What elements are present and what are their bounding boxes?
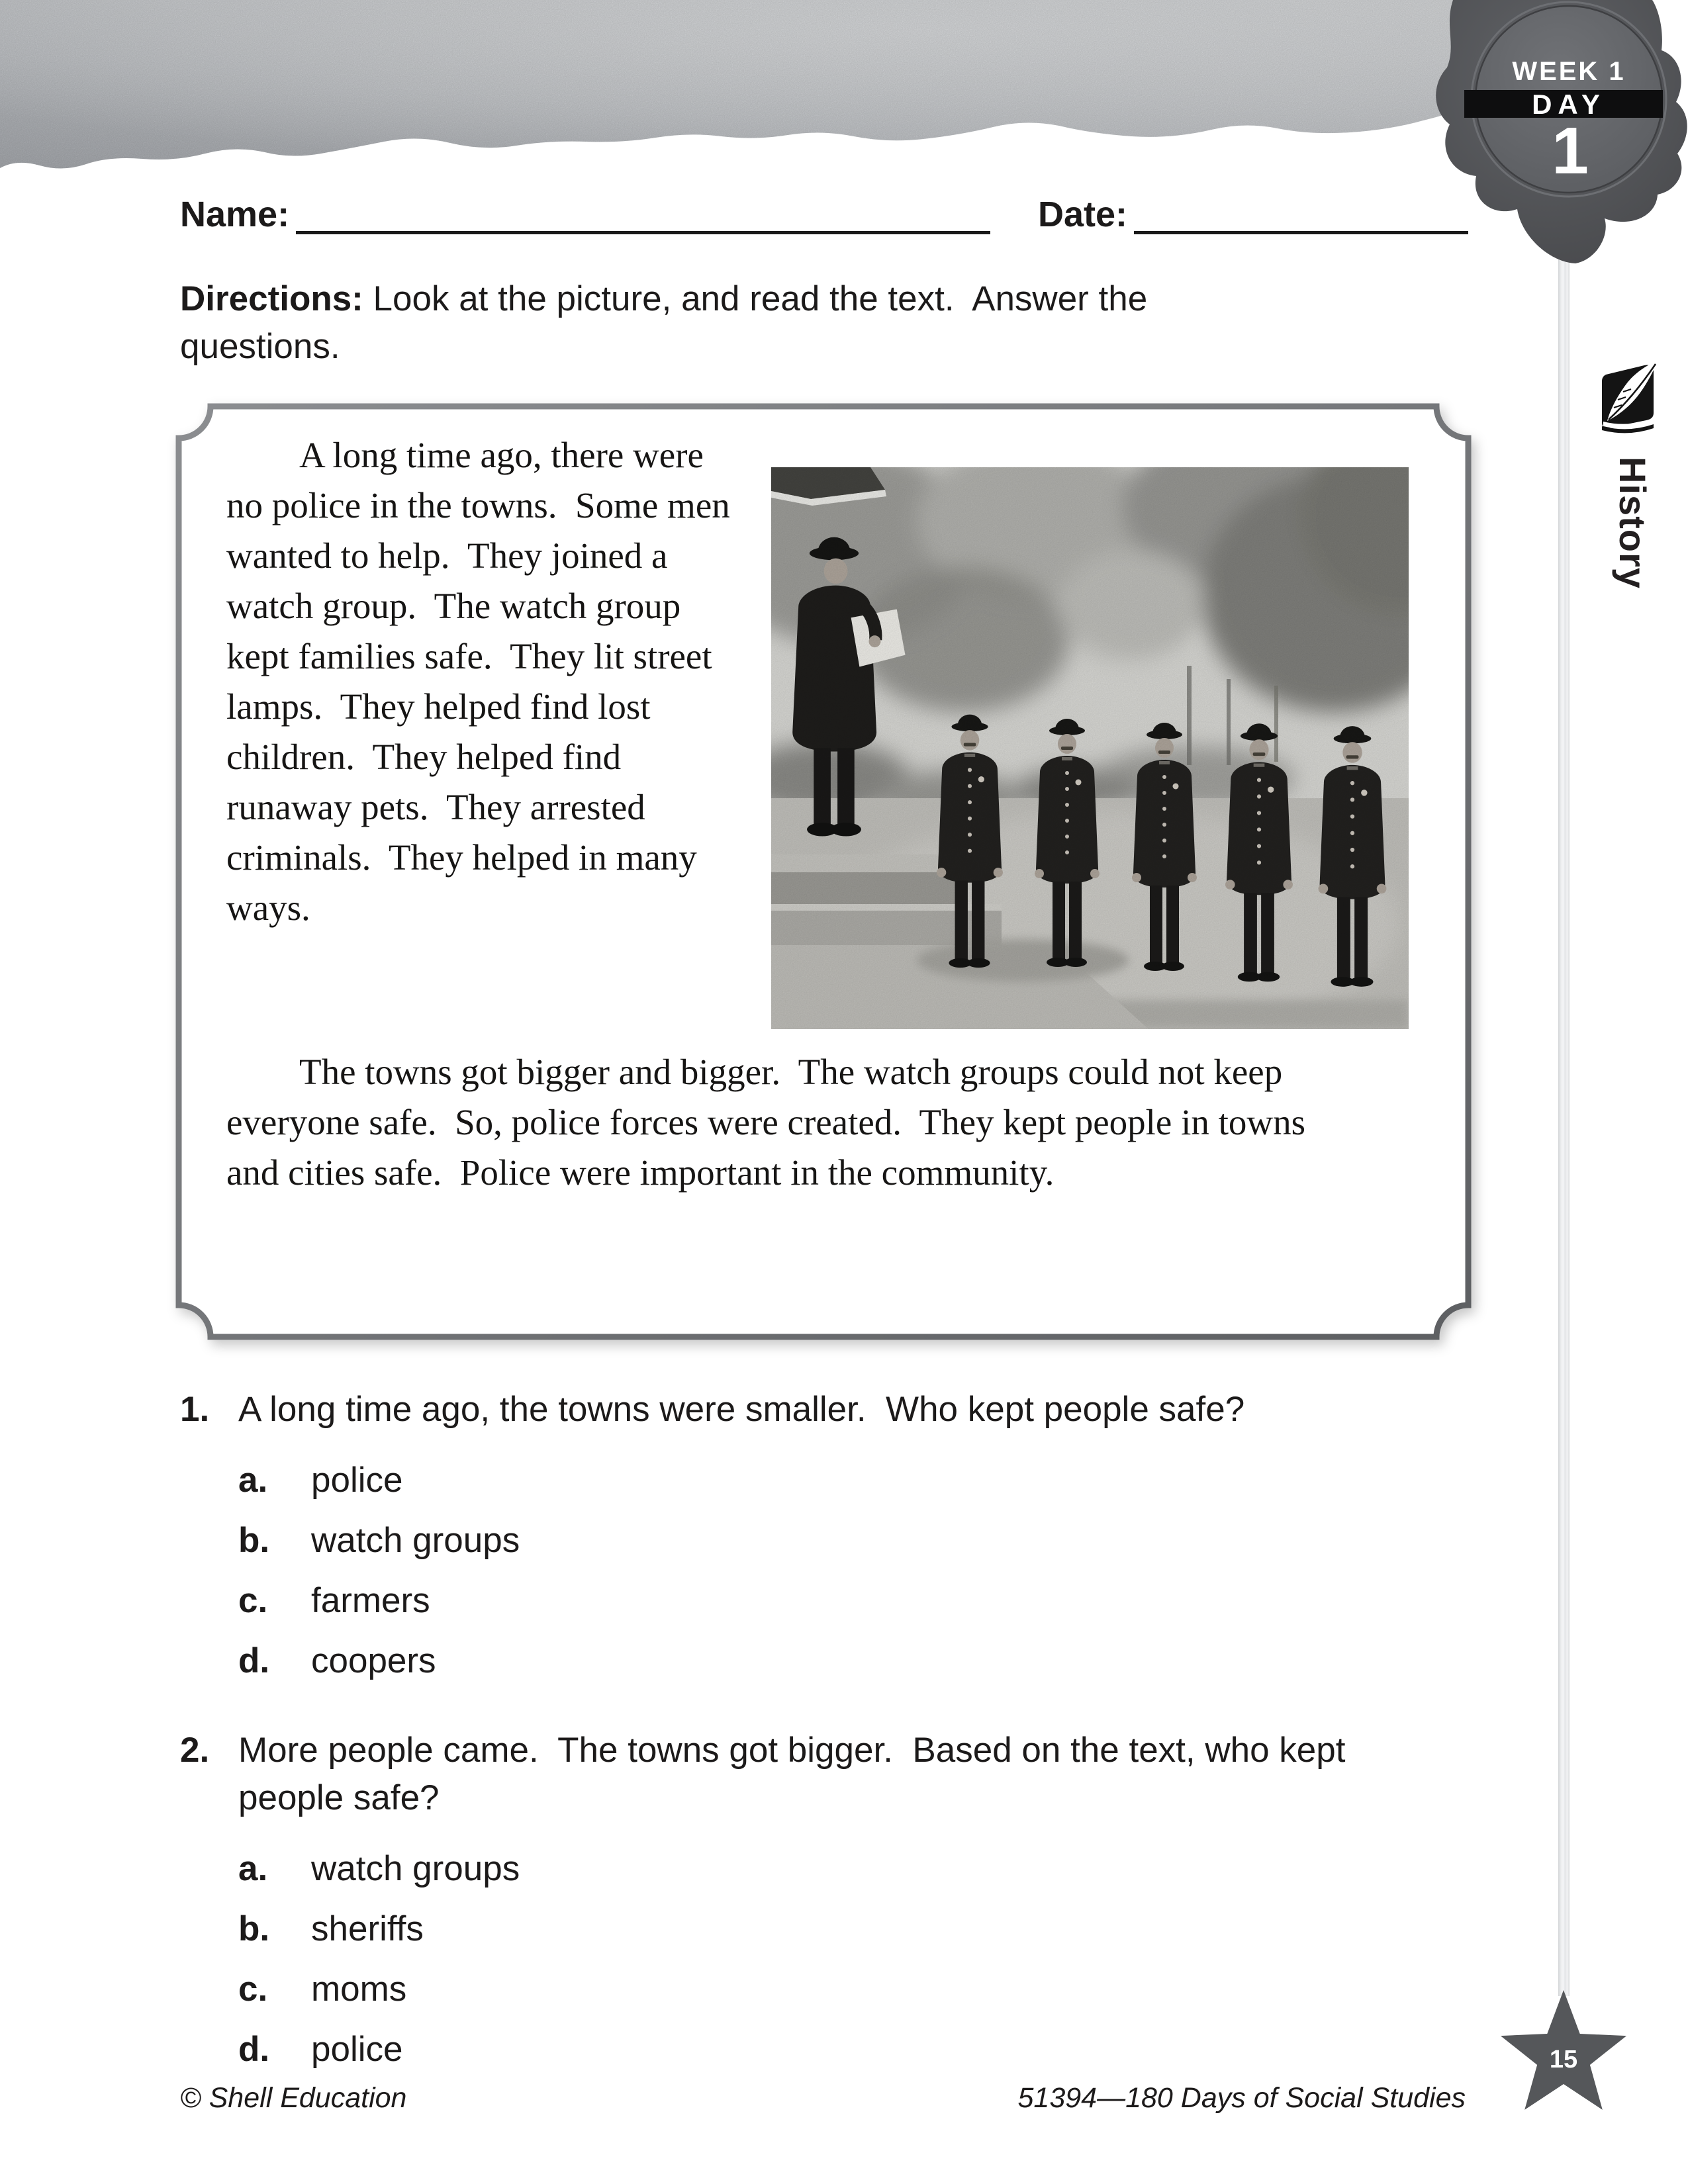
option-text: watch groups xyxy=(311,1849,520,1888)
question-2-options xyxy=(238,1850,1451,2069)
option-row xyxy=(238,1461,1451,1500)
question-2 xyxy=(180,1727,1451,1822)
page-number-star xyxy=(1497,1987,1630,2140)
question-number: 2. xyxy=(180,1731,210,1770)
day-label: DAY xyxy=(1532,89,1606,120)
option-text: moms xyxy=(311,1970,407,2009)
option-row xyxy=(238,1850,1451,1888)
option-row xyxy=(238,1910,1451,1948)
name-label: Name: xyxy=(180,195,290,234)
option-row xyxy=(238,1582,1451,1620)
option-text: coopers xyxy=(311,1641,436,1680)
option-row xyxy=(238,1642,1451,1680)
questions-section xyxy=(180,1386,1451,2091)
passage-paragraph-1: A long time ago, there were no police in the towns. Some men wanted to help. They joined a watch group. The watch group kept families safe. They lit street lamps. They helped find lost children. They helped find runaway pets. They arrested criminals. They helped in many ways. xyxy=(226,435,739,928)
option-text: police xyxy=(311,1461,403,1500)
historical-photo xyxy=(771,467,1409,1029)
date-line xyxy=(1134,194,1468,234)
question-text: More people came. The towns got bigger. Based on the text, who kept people safe? xyxy=(238,1731,1356,1817)
option-row xyxy=(238,2030,1451,2069)
passage-paragraph-2: The towns got bigger and bigger. The watch groups could not keep everyone safe. So, police forces were created. They kept people in towns and cities safe. Police were important in the community. xyxy=(226,1052,1315,1193)
history-book-quill-icon xyxy=(1594,357,1660,433)
option-text: farmers xyxy=(311,1581,430,1620)
option-text: police xyxy=(311,2030,403,2069)
footer-book-title: 51394—180 Days of Social Studies xyxy=(1017,2082,1466,2114)
week-label: WEEK 1 xyxy=(1512,57,1626,86)
option-letter: c. xyxy=(238,1970,268,2009)
option-text: sheriffs xyxy=(311,1909,424,1948)
day-number: 1 xyxy=(1552,114,1589,188)
footer-publisher: © Shell Education xyxy=(180,2082,407,2114)
name-line xyxy=(296,194,990,234)
footer xyxy=(180,2082,1466,2115)
question-1 xyxy=(180,1386,1451,1433)
directions xyxy=(180,275,1305,371)
option-letter: b. xyxy=(238,1909,270,1948)
page-number: 15 xyxy=(1549,2046,1578,2073)
option-row xyxy=(238,1522,1451,1560)
date-label: Date: xyxy=(1037,195,1127,234)
option-letter: b. xyxy=(238,1521,270,1560)
subject-tab-history: History xyxy=(1612,457,1654,589)
ribbon-line xyxy=(1558,177,1570,1996)
directions-text: Look at the picture, and read the text. Answer the questions. xyxy=(180,279,1157,366)
option-letter: a. xyxy=(238,1461,268,1500)
question-1-options xyxy=(238,1461,1451,1680)
question-number: 1. xyxy=(180,1390,210,1429)
week-day-seal-badge xyxy=(1430,0,1688,273)
option-letter: a. xyxy=(238,1849,268,1888)
directions-label: Directions: xyxy=(180,279,363,318)
question-text: A long time ago, the towns were smaller. Who kept people safe? xyxy=(238,1390,1245,1429)
option-row xyxy=(238,1970,1451,2009)
option-text: watch groups xyxy=(311,1521,520,1560)
option-letter: d. xyxy=(238,2030,270,2069)
name-date-row xyxy=(180,191,1468,234)
option-letter: d. xyxy=(238,1641,270,1680)
option-letter: c. xyxy=(238,1581,268,1620)
